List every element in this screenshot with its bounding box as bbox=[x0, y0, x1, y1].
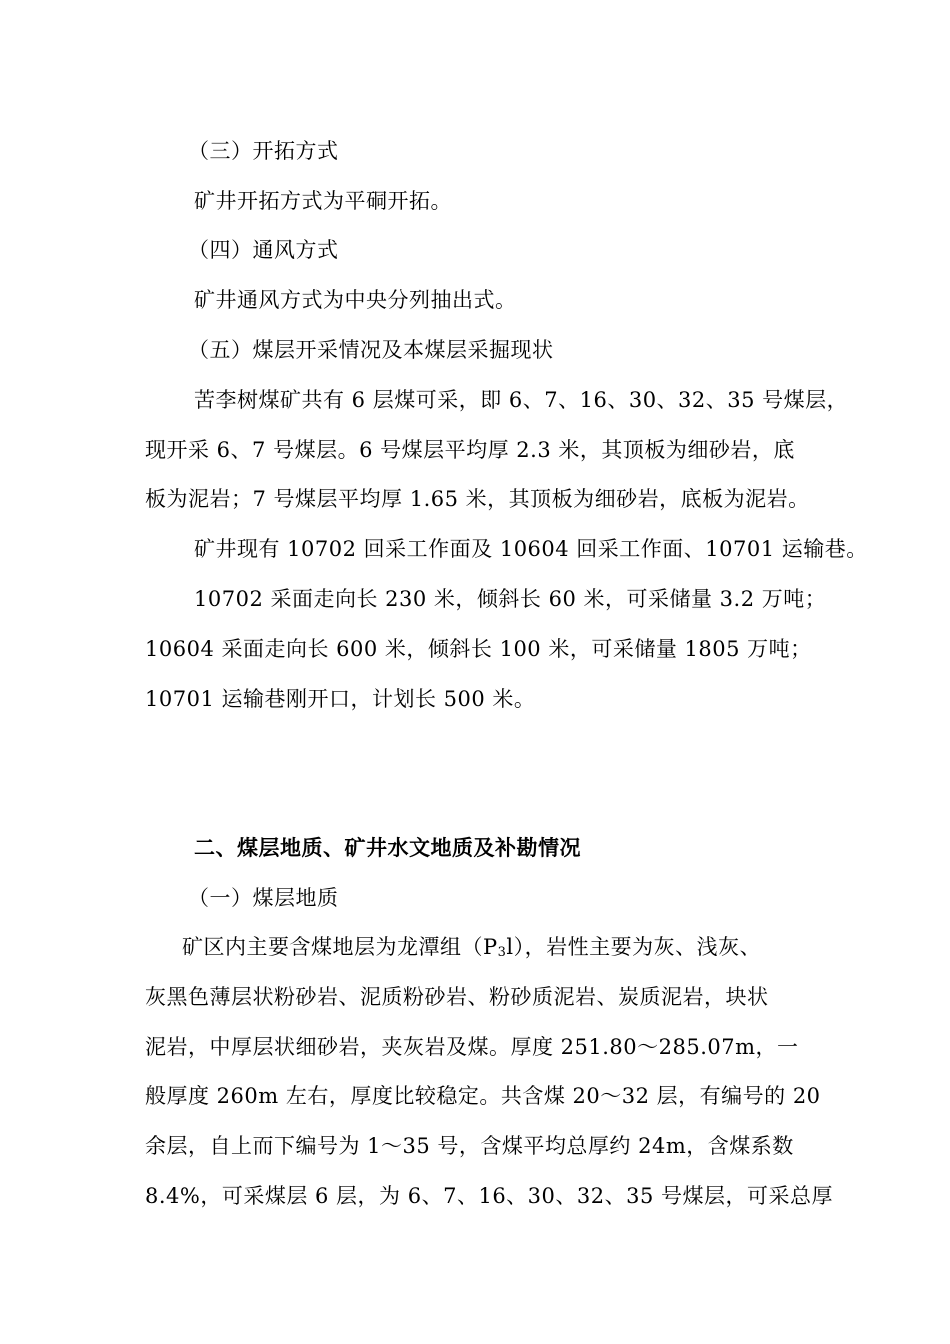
paragraph-line: 10604 采面走向长 600 米，倾斜长 100 米，可采储量 1805 万吨； bbox=[145, 637, 812, 661]
section-4-body: 矿井通风方式为中央分列抽出式。 bbox=[194, 288, 517, 312]
paragraph-line: 10701 运输巷刚开口，计划长 500 米。 bbox=[145, 687, 536, 711]
paragraph-line: 余层，自上而下编号为 1～35 号，含煤平均总厚约 24m，含煤系数 bbox=[145, 1134, 794, 1158]
paragraph-line: 板为泥岩；7 号煤层平均厚 1.65 米，其顶板为细砂岩，底板为泥岩。 bbox=[145, 487, 810, 511]
subscript: 3 bbox=[497, 945, 507, 960]
subsection-1-title: （一）煤层地质 bbox=[188, 886, 339, 910]
paragraph-line: 泥岩，中厚层状细砂岩，夹灰岩及煤。厚度 251.80～285.07m，一 bbox=[145, 1035, 799, 1059]
paragraph-line: 现开采 6、7 号煤层。6 号煤层平均厚 2.3 米，其顶板为细砂岩，底 bbox=[145, 438, 795, 462]
paragraph-line: 矿井现有 10702 回采工作面及 10604 回采工作面、10701 运输巷。 bbox=[194, 537, 868, 561]
paragraph-line: 8.4%，可采煤层 6 层，为 6、7、16、30、32、35 号煤层，可采总厚 bbox=[145, 1184, 834, 1208]
paragraph-line bbox=[182, 932, 761, 962]
paragraph-text: l），岩性主要为灰、浅灰、 bbox=[506, 935, 762, 959]
section-3-title: （三）开拓方式 bbox=[188, 139, 339, 163]
section-5-title: （五）煤层开采情况及本煤层采掘现状 bbox=[188, 338, 554, 362]
section-4-title: （四）通风方式 bbox=[188, 238, 339, 262]
paragraph-text: 矿区内主要含煤地层为龙潭组（P bbox=[182, 935, 498, 959]
paragraph-line: 灰黑色薄层状粉砂岩、泥质粉砂岩、粉砂质泥岩、炭质泥岩，块状 bbox=[145, 985, 769, 1009]
paragraph-line: 10702 采面走向长 230 米，倾斜长 60 米，可采储量 3.2 万吨； bbox=[194, 587, 827, 611]
paragraph-line: 苦李树煤矿共有 6 层煤可采，即 6、7、16、30、32、35 号煤层， bbox=[194, 388, 849, 412]
paragraph-line: 般厚度 260m 左右，厚度比较稳定。共含煤 20～32 层，有编号的 20 bbox=[145, 1084, 821, 1108]
section-3-body: 矿井开拓方式为平硐开拓。 bbox=[194, 189, 452, 213]
chapter-2-heading: 二、煤层地质、矿井水文地质及补勘情况 bbox=[194, 836, 581, 860]
